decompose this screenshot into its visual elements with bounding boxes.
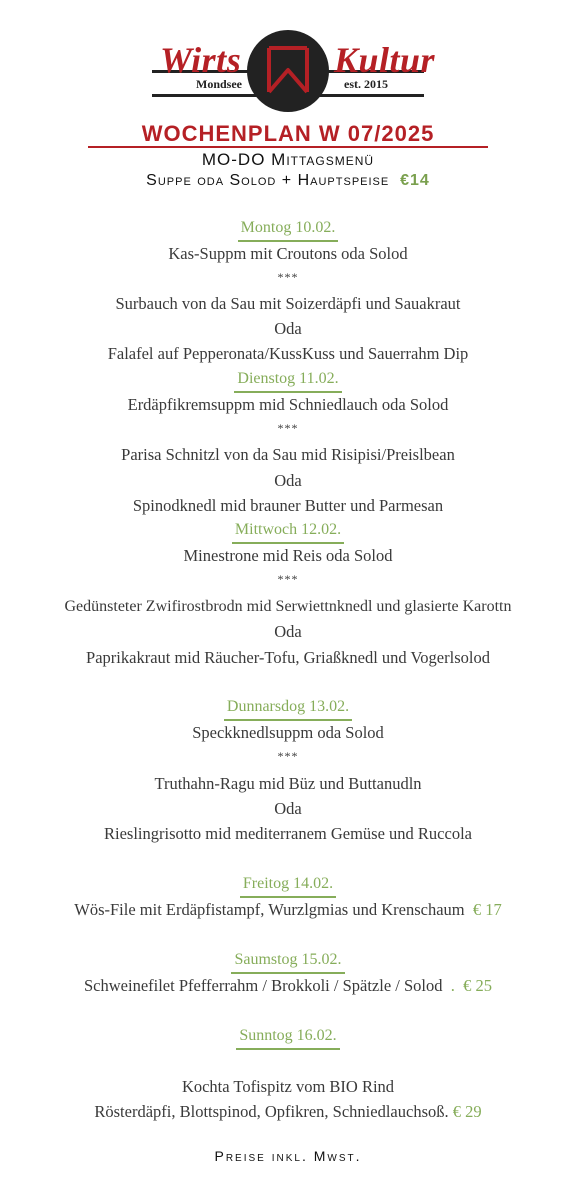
- sonntag-price: € 29: [452, 1102, 482, 1121]
- sonntag-dish-1: Kochta Tofispitz vom BIO Rind: [181, 1077, 395, 1096]
- logo-brand-left: Wirts: [160, 40, 242, 80]
- logo-established: est. 2015: [344, 77, 388, 91]
- dienstag-soup: Erdäpfikremsuppm mid Schniedlauch oda Solod: [127, 395, 449, 414]
- samstag-dish-text: Schweinefilet Pfefferrahm / Brokkoli / Spätzle / Solod: [84, 976, 443, 995]
- day-heading-samstag: Saumstog 15.02.: [0, 950, 576, 974]
- donnerstag-separator: ***: [277, 749, 299, 763]
- donnerstag-main-1: Truthahn-Ragu mid Büz und Buttanudln: [154, 774, 422, 793]
- sonntag-dish-2-text: Rösterdäpfi, Blottspinod, Opfikren, Schniedlauchsoß.: [94, 1102, 449, 1121]
- day-heading-mittwoch: Mittwoch 12.02.: [0, 520, 576, 544]
- subtitle-lunch-menu: MO-DO Mittagsmenü: [201, 150, 375, 169]
- freitag-price: € 17: [472, 900, 502, 919]
- dienstag-separator: ***: [277, 421, 299, 435]
- day-heading-freitag: Freitog 14.02.: [0, 874, 576, 898]
- subtitle-menu-text: Suppe oda Solod + Hauptspeise: [146, 172, 390, 189]
- logo-brand-right: Kultur: [334, 40, 436, 80]
- mittwoch-soup: Minestrone mid Reis oda Solod: [183, 546, 393, 565]
- samstag-dot: .: [450, 976, 455, 995]
- donnerstag-or: Oda: [274, 799, 302, 818]
- subtitle-menu-offer: [0, 171, 576, 191]
- day-heading-donnerstag: Dunnarsdog 13.02.: [0, 697, 576, 721]
- day-heading-montag: Montog 10.02.: [0, 218, 576, 242]
- logo: [0, 22, 576, 120]
- logo-w-mark-icon: [247, 30, 329, 112]
- freitag-dish: [0, 899, 576, 921]
- footer-vat-note: Preise inkl. Mwst.: [214, 1148, 362, 1164]
- mittwoch-separator: ***: [277, 572, 299, 586]
- montag-separator: ***: [277, 270, 299, 284]
- sonntag-dish-2: [0, 1101, 576, 1123]
- logo-location: Mondsee: [196, 77, 242, 91]
- title-underline: [88, 146, 488, 148]
- samstag-dish: [0, 975, 576, 997]
- day-heading-dienstag: Dienstog 11.02.: [0, 369, 576, 393]
- dienstag-main-1: Parisa Schnitzl von da Sau mid Risipisi/Preislbean: [121, 445, 455, 464]
- montag-soup: Kas-Suppm mit Croutons oda Solod: [168, 244, 408, 263]
- donnerstag-soup: Speckknedlsuppm oda Solod: [192, 723, 384, 742]
- montag-or: Oda: [274, 319, 302, 338]
- day-heading-sonntag: Sunntog 16.02.: [0, 1026, 576, 1050]
- dienstag-main-2: Spinodknedl mid brauner Butter und Parmesan: [132, 496, 444, 515]
- mittwoch-or: Oda: [274, 622, 302, 641]
- montag-main-2: Falafel auf Pepperonata/KussKuss und Sauerrahm Dip: [107, 344, 469, 363]
- subtitle-menu-price: €14: [400, 172, 430, 189]
- page-title: WOCHENPLAN W 07/2025: [141, 121, 435, 146]
- donnerstag-main-2: Rieslingrisotto mid mediterranem Gemüse und Ruccola: [104, 824, 472, 843]
- mittwoch-main-1: Gedünsteter Zwifirostbrodn mid Serwiettnknedl und glasierte Karottn: [64, 598, 512, 615]
- dienstag-or: Oda: [274, 471, 302, 490]
- freitag-dish-text: Wös-File mit Erdäpfistampf, Wurzlgmias und Krenschaum: [74, 900, 465, 919]
- mittwoch-main-2: Paprikakraut mid Räucher-Tofu, Griaßknedl und Vogerlsolod: [86, 648, 490, 667]
- montag-main-1: Surbauch von da Sau mit Soizerdäpfi und Sauakraut: [115, 294, 461, 313]
- samstag-price: € 25: [463, 976, 492, 995]
